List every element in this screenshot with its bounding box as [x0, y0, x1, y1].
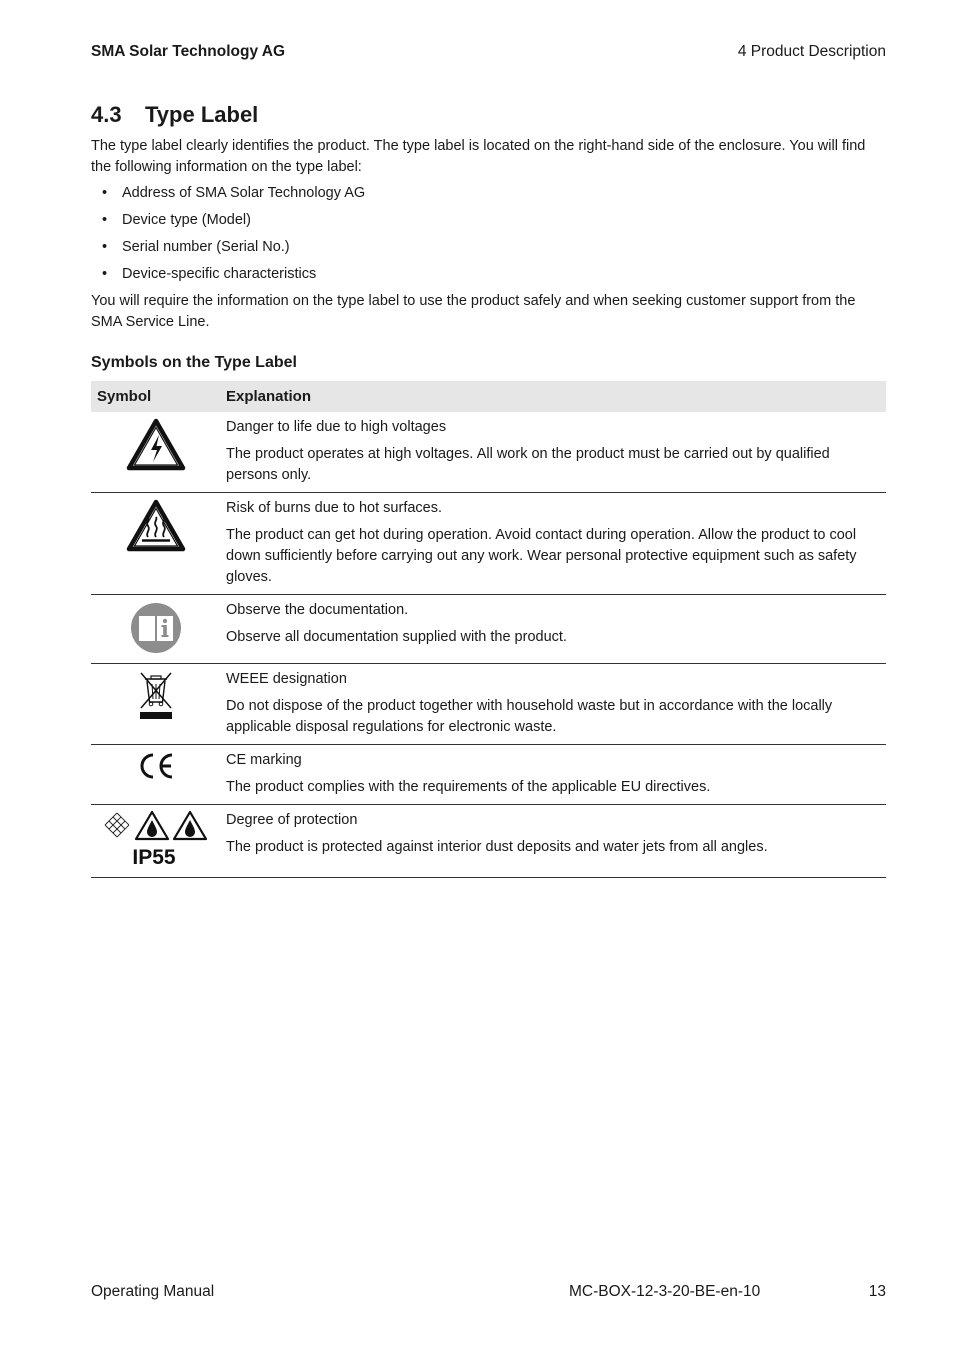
explanation-cell	[220, 412, 886, 493]
symbol-cell	[91, 664, 220, 745]
table-row	[91, 805, 886, 878]
symbol-title: Degree of protection	[226, 812, 358, 828]
symbol-cell	[91, 805, 220, 878]
section-title-text: Type Label	[145, 102, 259, 127]
section-title	[91, 100, 886, 130]
weee-bin-icon	[91, 670, 220, 722]
column-header-explanation: Explanation	[220, 381, 886, 412]
section-number: 4.3	[91, 102, 122, 127]
explanation-cell	[220, 805, 886, 878]
table-header-row	[91, 381, 886, 412]
page-footer	[91, 1283, 886, 1303]
symbol-title: Danger to life due to high voltages	[226, 419, 447, 435]
symbol-title: Risk of burns due to hot surfaces.	[226, 500, 442, 516]
list-item: • Address of SMA Solar Technology AG	[91, 183, 886, 204]
symbol-cell	[91, 412, 220, 493]
info-list	[91, 183, 886, 285]
list-item: • Device type (Model)	[91, 210, 886, 231]
symbol-cell	[91, 493, 220, 595]
symbol-title: CE marking	[226, 752, 302, 768]
symbol-description: The product can get hot during operation. Avoid contact during operation. Allow the product to cool down sufficiently before carrying out any work. Wear personal protective equipment such as safety gloves.	[226, 527, 857, 585]
symbol-cell	[91, 595, 220, 664]
symbol-description: The product is protected against interior dust deposits and water jets from all angles.	[226, 839, 768, 855]
symbol-cell	[91, 745, 220, 805]
symbol-description: The product operates at high voltages. All work on the product must be carried out by qualified persons only.	[226, 446, 830, 483]
documentation-icon	[91, 601, 220, 655]
intro-paragraph: The type label clearly identifies the product. The type label is located on the right-hand side of the enclosure. You will find the following information on the type label:	[91, 138, 866, 175]
footer-manual: Operating Manual	[91, 1283, 215, 1300]
symbol-description: Observe all documentation supplied with the product.	[226, 629, 567, 645]
symbols-table	[91, 381, 886, 878]
explanation-cell	[220, 595, 886, 664]
symbol-description: The product complies with the requirements of the applicable EU directives.	[226, 779, 711, 795]
page-header	[91, 43, 886, 63]
explanation-cell	[220, 745, 886, 805]
list-item: • Device-specific characteristics	[91, 264, 886, 285]
ip55-protection-icon	[91, 809, 220, 871]
page-content	[91, 100, 886, 878]
symbol-title: Observe the documentation.	[226, 602, 409, 618]
ce-mark-icon	[91, 751, 220, 781]
header-chapter: 4 Product Description	[737, 43, 886, 60]
ip-rating-label: IP55	[131, 846, 176, 869]
header-company: SMA Solar Technology AG	[91, 43, 286, 60]
explanation-cell	[220, 493, 886, 595]
footer-doc-id: MC-BOX-12-3-20-BE-en-10	[569, 1283, 761, 1300]
symbol-title: WEEE designation	[226, 671, 347, 687]
high-voltage-warning-icon	[91, 418, 220, 472]
hot-surface-warning-icon	[91, 499, 220, 553]
table-row	[91, 595, 886, 664]
table-row	[91, 745, 886, 805]
column-header-symbol: Symbol	[91, 381, 220, 412]
table-row	[91, 493, 886, 595]
symbols-subtitle: Symbols on the Type Label	[91, 354, 297, 371]
list-item: • Serial number (Serial No.)	[91, 237, 886, 258]
symbol-description: Do not dispose of the product together with household waste but in accordance with the locally applicable disposal regulations for electronic waste.	[226, 698, 833, 735]
support-paragraph: You will require the information on the type label to use the product safely and when seeking customer support from the SMA Service Line.	[91, 293, 856, 330]
explanation-cell	[220, 664, 886, 745]
table-row	[91, 412, 886, 493]
table-row	[91, 664, 886, 745]
page-number: 13	[868, 1283, 886, 1300]
